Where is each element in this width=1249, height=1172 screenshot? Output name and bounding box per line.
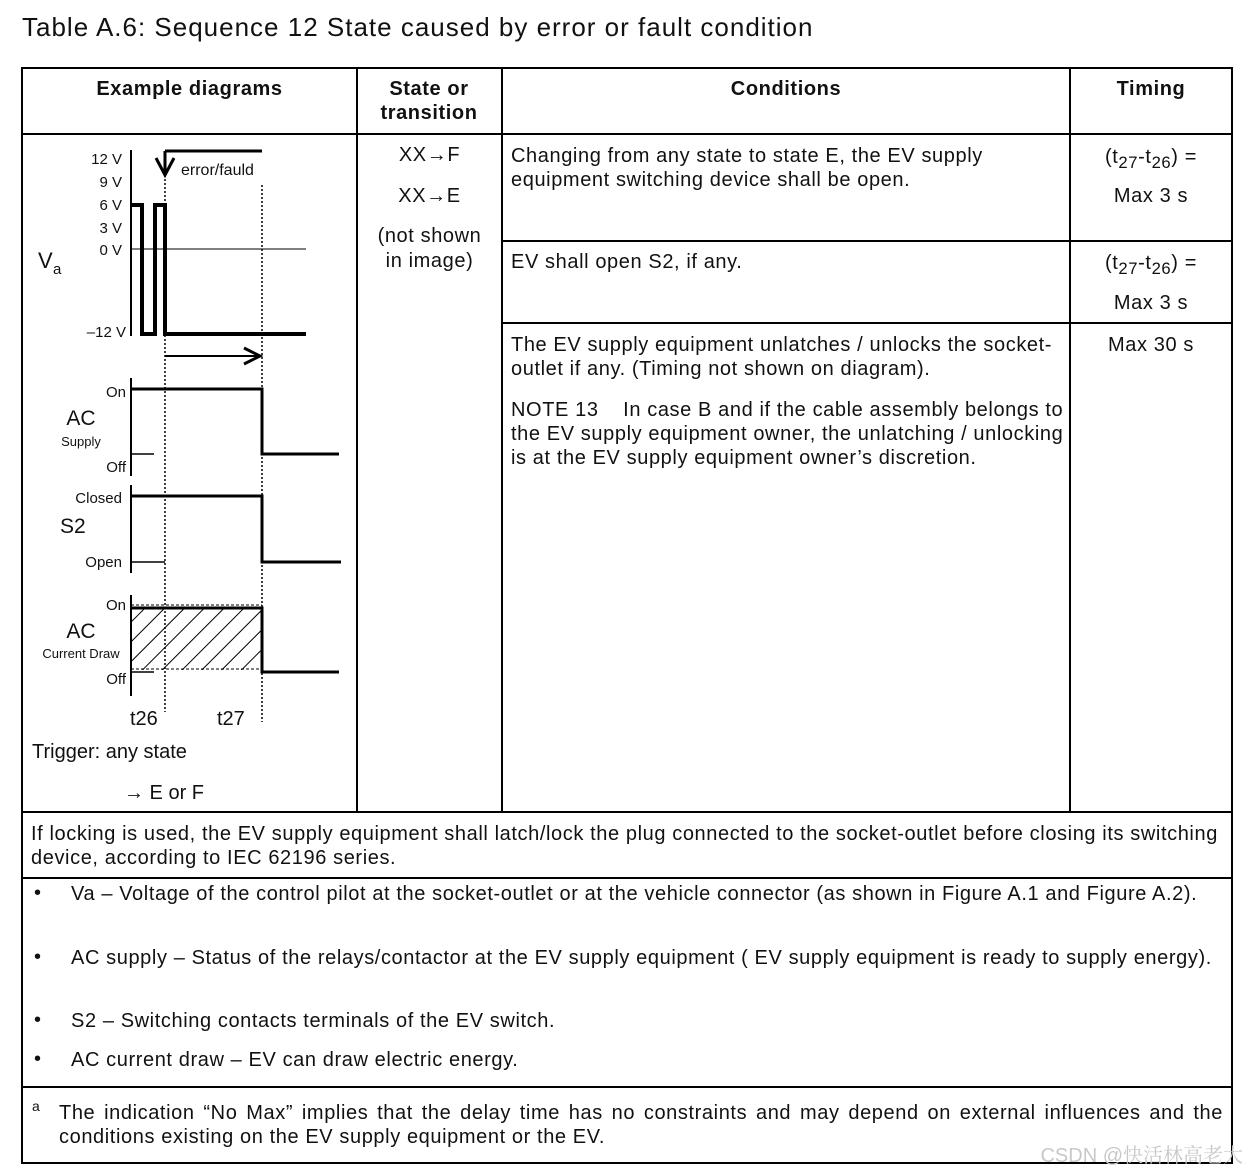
ac-supply-off: Off bbox=[106, 459, 126, 476]
condition-timing bbox=[1070, 251, 1232, 281]
timing-sub: 26 bbox=[1151, 259, 1172, 278]
header-example-diagrams: Example diagrams bbox=[96, 78, 283, 100]
voltage-label: 6 V bbox=[99, 197, 122, 214]
state-xx-to-e: XX→E bbox=[398, 185, 461, 207]
header-state-or-transition: State or transition bbox=[380, 78, 478, 124]
t26-label: t26 bbox=[130, 708, 158, 730]
header-conditions: Conditions bbox=[730, 78, 842, 100]
condition-text: Changing from any state to state E, the EV supply equipment switching device shall be open. bbox=[511, 145, 983, 191]
header-timing: Timing bbox=[1116, 78, 1186, 100]
timing-sub: 27 bbox=[1118, 153, 1139, 172]
condition-note: NOTE 13 In case B and if the cable assembly belongs to the EV supply equipment owner, the unlatching / unlocking is at the EV supply equipment owner’s discretion. bbox=[511, 399, 1070, 469]
bullet-icon: • bbox=[34, 882, 42, 904]
error-label: error/fauld bbox=[181, 162, 254, 179]
bullet-icon: • bbox=[34, 946, 42, 968]
definition-item: AC current draw – EV can draw electric energy. bbox=[71, 1049, 519, 1071]
ac-supply-waveform bbox=[131, 389, 339, 454]
condition-text: The EV supply equipment unlatches / unlocks the socket-outlet if any. (Timing not shown on diagram). bbox=[511, 334, 1053, 380]
condition-timing bbox=[1070, 145, 1232, 175]
timing-mid: -t bbox=[1138, 146, 1152, 168]
va-label: V bbox=[38, 248, 53, 273]
trigger-label: Trigger: any state bbox=[32, 741, 187, 763]
condition-timing-max: Max 3 s bbox=[1113, 292, 1189, 314]
timing-sub: 27 bbox=[1118, 259, 1139, 278]
voltage-label: 12 V bbox=[91, 151, 122, 168]
timing-open: (t bbox=[1104, 146, 1119, 168]
bullet-icon: • bbox=[34, 1048, 42, 1070]
t27-label: t27 bbox=[217, 708, 245, 730]
ac-current-subtitle: Current Draw bbox=[42, 646, 120, 661]
ac-supply-on: On bbox=[105, 384, 126, 401]
s2-waveform bbox=[131, 496, 341, 562]
ac-current-on: On bbox=[105, 597, 126, 614]
definition-item: AC supply – Status of the relays/contactor at the EV supply equipment ( EV supply equipment is ready to supply energy). bbox=[71, 947, 1212, 969]
trigger-target: → E or F bbox=[124, 782, 205, 804]
condition-timing-max: Max 3 s bbox=[1113, 185, 1189, 207]
ac-supply-title: AC bbox=[66, 407, 96, 430]
voltage-label: 3 V bbox=[99, 220, 122, 237]
state-xx-to-f: XX→F bbox=[398, 144, 461, 166]
bullet-icon: • bbox=[34, 1009, 42, 1031]
condition-text: EV shall open S2, if any. bbox=[511, 251, 743, 273]
timing-close: ) = bbox=[1171, 146, 1197, 168]
voltage-axis-labels bbox=[87, 151, 126, 341]
timing-close: ) = bbox=[1171, 252, 1197, 274]
definition-item: Va – Voltage of the control pilot at the socket-outlet or at the vehicle connector (as shown in Figure A.1 and Figure A.2). bbox=[71, 883, 1198, 905]
timing-sub: 26 bbox=[1151, 153, 1172, 172]
definition-item: S2 – Switching contacts terminals of the EV switch. bbox=[71, 1010, 556, 1032]
footnote-mark: a bbox=[32, 1098, 40, 1114]
voltage-label: 0 V bbox=[99, 242, 122, 259]
ac-current-title: AC bbox=[66, 620, 96, 643]
s2-open: Open bbox=[85, 554, 122, 571]
va-waveform bbox=[131, 205, 306, 334]
voltage-label: 9 V bbox=[99, 174, 122, 191]
timing-open: (t bbox=[1104, 252, 1119, 274]
voltage-label: –12 V bbox=[86, 324, 126, 341]
state-note-2: in image) bbox=[385, 250, 474, 272]
timing-mid: -t bbox=[1138, 252, 1152, 274]
watermark: CSDN @快活林高老大 bbox=[1040, 1145, 1243, 1167]
s2-title: S2 bbox=[60, 515, 86, 538]
ac-current-off: Off bbox=[106, 671, 126, 688]
locking-note: If locking is used, the EV supply equipment shall latch/lock the plug connected to the socket-outlet before closing its switching device, according to IEC 62196 series. bbox=[31, 823, 1218, 869]
footnote-text: The indication “No Max” implies that the delay time has no constraints and may depend on external influences and the conditions existing on the EV supply equipment or the EV. bbox=[59, 1102, 1223, 1148]
condition-timing-max: Max 30 s bbox=[1108, 334, 1194, 356]
table-title: Table A.6: Sequence 12 State caused by error or fault condition bbox=[22, 12, 814, 42]
state-note-1: (not shown bbox=[377, 225, 482, 247]
s2-closed: Closed bbox=[75, 490, 122, 507]
ac-supply-subtitle: Supply bbox=[61, 434, 101, 449]
va-subscript: a bbox=[53, 261, 62, 278]
current-draw-hatched-area bbox=[131, 607, 262, 670]
